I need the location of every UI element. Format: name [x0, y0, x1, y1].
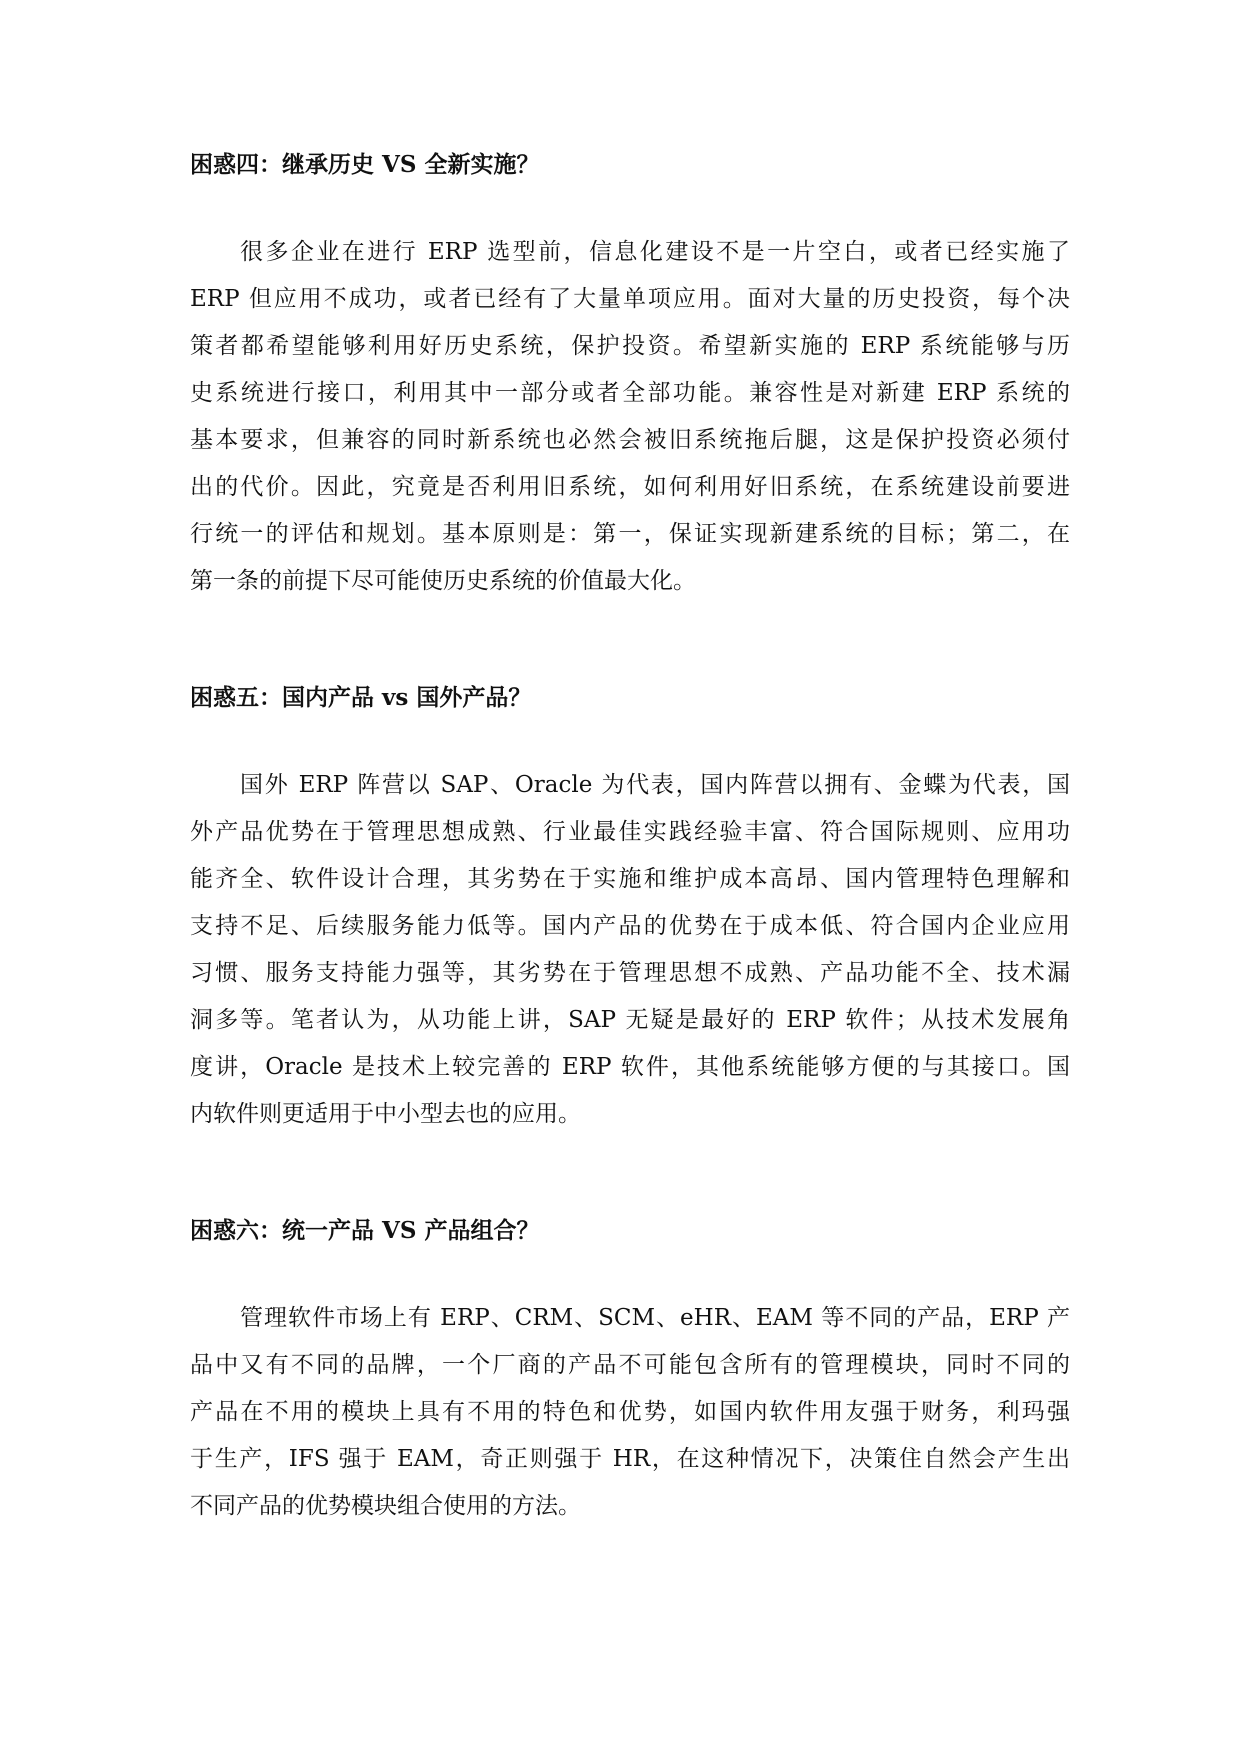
paragraph-line: 品中又有不同的品牌，一个厂商的产品不可能包含所有的管理模块，同时不同的: [190, 1352, 1070, 1378]
paragraph-line: 国外 ERP 阵营以 SAP、Oracle 为代表，国内阵营以拥有、金蝶为代表，国: [240, 772, 1070, 798]
paragraph-line: 不同产品的优势模块组合使用的方法。: [190, 1493, 581, 1519]
paragraph-line: 行统一的评估和规划。基本原则是：第一，保证实现新建系统的目标；第二，在: [190, 521, 1070, 547]
paragraph-line: 策者都希望能够利用好历史系统，保护投资。希望新实施的 ERP 系统能够与历: [190, 333, 1070, 359]
section-heading: 困惑四：继承历史 VS 全新实施？: [190, 151, 540, 178]
paragraph-line: ERP 但应用不成功，或者已经有了大量单项应用。面对大量的历史投资，每个决: [190, 286, 1070, 312]
section-heading: 困惑六：统一产品 VS 产品组合？: [190, 1217, 540, 1244]
paragraph-line: 史系统进行接口，利用其中一部分或者全部功能。兼容性是对新建 ERP 系统的: [190, 380, 1070, 406]
paragraph-line: 第一条的前提下尽可能使历史系统的价值最大化。: [190, 568, 696, 594]
paragraph-line: 能齐全、软件设计合理，其劣势在于实施和维护成本高昂、国内管理特色理解和: [190, 866, 1070, 892]
paragraph-line: 出的代价。因此，究竟是否利用旧系统，如何利用好旧系统，在系统建设前要进: [190, 474, 1070, 500]
paragraph-line: 习惯、服务支持能力强等，其劣势在于管理思想不成熟、产品功能不全、技术漏: [190, 960, 1070, 986]
paragraph-line: 产品在不用的模块上具有不用的特色和优势，如国内软件用友强于财务，利玛强: [190, 1399, 1070, 1425]
paragraph-line: 管理软件市场上有 ERP、CRM、SCM、eHR、EAM 等不同的产品，ERP 产: [240, 1305, 1070, 1331]
paragraph-line: 内软件则更适用于中小型去也的应用。: [190, 1101, 581, 1127]
paragraph-line: 基本要求，但兼容的同时新系统也必然会被旧系统拖后腿，这是保护投资必须付: [190, 427, 1070, 453]
paragraph-line: 支持不足、后续服务能力低等。国内产品的优势在于成本低、符合国内企业应用: [190, 913, 1070, 939]
paragraph-line: 外产品优势在于管理思想成熟、行业最佳实践经验丰富、符合国际规则、应用功: [190, 819, 1070, 845]
paragraph-line: 很多企业在进行 ERP 选型前，信息化建设不是一片空白，或者已经实施了: [240, 239, 1070, 265]
section-heading: 困惑五：国内产品 vs 国外产品？: [190, 684, 532, 711]
paragraph-line: 于生产，IFS 强于 EAM，奇正则强于 HR，在这种情况下，决策住自然会产生出: [190, 1446, 1070, 1472]
paragraph-line: 度讲，Oracle 是技术上较完善的 ERP 软件，其他系统能够方便的与其接口。国: [190, 1054, 1070, 1080]
paragraph-line: 洞多等。笔者认为，从功能上讲，SAP 无疑是最好的 ERP 软件；从技术发展角: [190, 1007, 1070, 1033]
